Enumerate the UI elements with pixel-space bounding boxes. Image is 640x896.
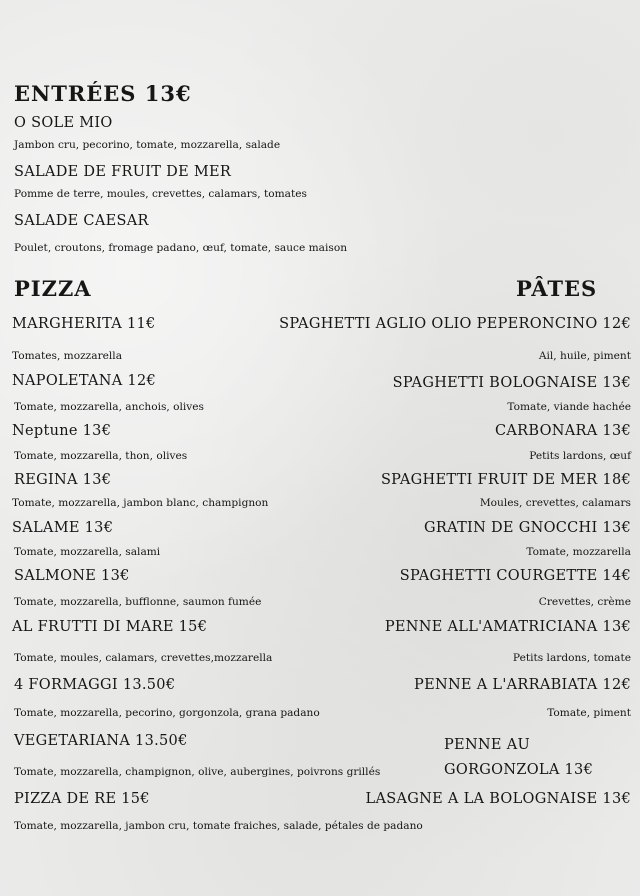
pizza-name: REGINA 13€ [14, 472, 112, 488]
pates-name: GRATIN DE GNOCCHI 13€ [424, 520, 631, 536]
entree-name: O SOLE MIO [14, 115, 113, 131]
pizza-name: SALAME 13€ [12, 520, 114, 536]
pates-desc: Petits lardons, tomate [512, 652, 631, 664]
entrees-heading: ENTRÉES 13€ [14, 81, 192, 106]
pizza-name: PIZZA DE RE 15€ [14, 791, 150, 807]
pates-name: CARBONARA 13€ [494, 423, 631, 439]
pizza-desc: Tomate, mozzarella, thon, olives [14, 450, 188, 462]
pates-desc: Tomate, mozzarella [526, 546, 631, 558]
pizza-name: MARGHERITA 11€ [12, 316, 156, 332]
entree-desc: Jambon cru, pecorino, tomate, mozzarella, salade [14, 139, 281, 151]
pizza-desc: Tomate, mozzarella, pecorino, gorgonzola, grana padano [14, 707, 320, 719]
pates-desc: Moules, crevettes, calamars [479, 497, 631, 509]
pates-name: SPAGHETTI AGLIO OLIO PEPERONCINO 12€ [279, 316, 631, 332]
entree-name: SALADE CAESAR [14, 213, 149, 229]
pizza-desc: Tomates, mozzarella [12, 350, 123, 362]
pates-desc: Crevettes, crème [538, 596, 631, 608]
pates-desc: Petits lardons, œuf [529, 450, 631, 462]
pizza-name: VEGETARIANA 13.50€ [14, 733, 188, 749]
pizza-desc: Tomate, moules, calamars, crevettes,mozzarella [14, 652, 273, 664]
entree-name: SALADE DE FRUIT DE MER [14, 164, 232, 180]
pates-desc: Ail, huile, piment [538, 350, 631, 362]
pates-name: PENNE A L'ARRABIATA 12€ [414, 677, 631, 693]
pates-name: LASAGNE A LA BOLOGNAISE 13€ [365, 791, 631, 807]
pizza-name: SALMONE 13€ [14, 568, 130, 584]
pates-name: PENNE AU GORGONZOLA 13€ [444, 737, 594, 778]
pizza-desc: Tomate, mozzarella, jambon blanc, champignon [12, 497, 269, 509]
pizza-name: AL FRUTTI DI MARE 15€ [12, 619, 208, 635]
pates-desc: Tomate, viande hachée [507, 401, 631, 413]
pates-name: SPAGHETTI FRUIT DE MER 18€ [380, 472, 631, 488]
pates-heading: PÂTES [516, 276, 598, 301]
pizza-desc: Tomate, mozzarella, salami [14, 546, 161, 558]
pates-desc: Tomate, piment [547, 707, 631, 719]
pizza-heading: PIZZA [14, 276, 92, 301]
pates-name: PENNE ALL'AMATRICIANA 13€ [384, 619, 631, 635]
pizza-desc: Tomate, mozzarella, champignon, olive, aubergines, poivrons grillés [14, 766, 381, 778]
pates-name: SPAGHETTI BOLOGNAISE 13€ [392, 375, 631, 391]
pizza-desc: Tomate, mozzarella, bufflonne, saumon fumée [14, 596, 262, 608]
pizza-name: Neptune 13€ [12, 423, 112, 439]
pizza-name: 4 FORMAGGI 13.50€ [14, 677, 176, 693]
entree-desc: Pomme de terre, moules, crevettes, calamars, tomates [14, 188, 307, 200]
pizza-name: NAPOLETANA 12€ [12, 373, 157, 389]
pizza-desc: Tomate, mozzarella, anchois, olives [14, 401, 204, 413]
entree-desc: Poulet, croutons, fromage padano, œuf, tomate, sauce maison [14, 242, 348, 254]
pizza-desc: Tomate, mozzarella, jambon cru, tomate fraiches, salade, pétales de padano [14, 820, 423, 832]
pates-name: SPAGHETTI COURGETTE 14€ [399, 568, 631, 584]
